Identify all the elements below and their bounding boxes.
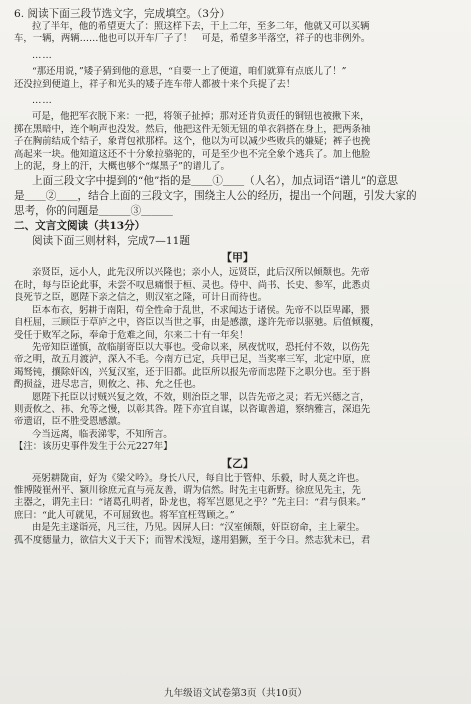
text-line: 酌损益，进尽忠言，则攸之、祎、允之任也。	[14, 379, 202, 391]
text-line: 亲贤臣，远小人，此先汉所以兴隆也；亲小人，远贤臣，此后汉所以倾颓也。先帝	[32, 267, 370, 279]
text-line: 由是先主遂诣亮，凡三往，乃见。因屏人曰：“汉室倾颓，奸臣窃命，主上蒙尘。	[32, 522, 365, 534]
page-footer: 九年级语文试卷第3页（共10页）	[163, 688, 308, 699]
text-line: 今当远离，临表涕零，不知所言。	[32, 428, 173, 440]
text-line: 愿陛下托臣以讨贼兴复之效，不效，则治臣之罪，以告先帝之灵；若无兴德之言，	[32, 391, 370, 403]
text-line: 帝之明，故五月渡泸，深入不毛。今南方已定，兵甲已足，当奖率三军，北定中原，庶	[14, 354, 371, 366]
text-line: 子在胸前结成个结子，象背包袱那样。这个，他以为可以减少些败兵的嫌疑；裤子也挽	[14, 136, 371, 148]
text-line: 良死节之臣，愿陛下亲之信之，则汉室之隆，可计日而待也。	[14, 292, 268, 304]
text-line: 主器之，谓先主曰：“诸葛孔明者，卧龙也，将军岂愿见之乎？”先主曰：“君与俱来。”	[14, 497, 366, 509]
text-line: 惟博陵崔州平、颍川徐庶元直与亮友善，谓为信然。时先主屯新野。徐庶见先主，先	[14, 484, 361, 496]
text-line: 高起来一块。他知道这还不十分象拉骆驼的，可是至少也不完全象个逃兵了。加上他脸	[14, 148, 371, 160]
text-line: 上面三段文字中提到的“他”指的是＿＿①＿＿（人名），加点词语“谱儿”的意思	[32, 175, 398, 188]
text-line: 思考，你的问题是＿＿＿③＿＿＿	[14, 205, 173, 218]
text-line: 帝遗诏，臣不胜受恩感激。	[14, 416, 127, 428]
question-6-header: 6. 阅读下面三段节选文字，完成填空。（3分）	[14, 8, 231, 20]
text-line: 在时，每与臣论此事，未尝不叹息痛恨于桓、灵也。侍中、尚书、长史、参军，此悉贞	[14, 279, 371, 291]
excerpt-2	[14, 66, 461, 91]
ellipsis: ……	[32, 49, 53, 61]
text-line: 受任于败军之际，奉命于危难之间，尔来二十有一年矣！	[14, 329, 249, 341]
text-line: 可是，他把军衣脱下来：一把，将领子扯掉；那对还肯负责任的铜钮也被揪下来，	[32, 111, 370, 123]
text-line: 亮躬耕陇亩，好为《梁父吟》。身长八尺，每自比于管仲、乐毅，时人莫之许也。	[32, 472, 365, 484]
passage-jia	[14, 267, 461, 441]
text-line: 是＿＿②＿＿，结合上面的三段文字，围绕主人公的经历，提出一个问题，引发大家的	[14, 190, 417, 203]
text-line: 车，一辆，两辆……他也可以开车厂子了！ 可是，希望多半落空，祥子的也非例外。	[14, 33, 371, 45]
fill-in-question	[14, 174, 461, 218]
text-line: 上的泥，身上的汗，大概也够个“煤黑子”的谱儿了。	[14, 161, 230, 173]
excerpt-3	[14, 111, 461, 173]
passage-yi	[14, 473, 461, 547]
text-line: 竭驽钝，攘除奸凶，兴复汉室，还于旧都。此臣所以报先帝而忠陛下之职分也。至于斟	[14, 366, 371, 378]
text-line: 庶曰：“此人可就见，不可屈致也。将军宜枉驾顾之。”	[14, 509, 235, 521]
text-line: 还没拉到便道上，祥子和光头的矮子连车带人都被十来个兵捉了去！	[14, 78, 296, 90]
text-line: 孤不度德量力，欲信大义于天下；而智术浅短，遂用猖獗，至于今日。然志犹未已，君	[14, 534, 371, 546]
excerpt-1	[14, 21, 461, 46]
text-line: 自枉屈，三顾臣于草庐之中，咨臣以当世之事，由是感激，遂许先帝以驱驰。后值倾覆，	[14, 317, 380, 329]
passage-yi-label: 【乙】	[221, 456, 254, 470]
text-line: 掷在黑暗中，连个响声也没发。然后，他把这件无领无钮的单衣斜搭在身上，把两条袖	[14, 123, 371, 135]
passage-jia-label: 【甲】	[221, 251, 254, 265]
historical-note: 【注：该历史事件发生于公元227年】	[14, 441, 173, 453]
text-line: 则责攸之、祎、允等之慢，以彰其咎。陛下亦宜自谋，以咨诹善道，察纳雅言，深追先	[14, 403, 371, 415]
text-line: 拉了半年，他的希望更大了：照这样下去，干上二年，至多二年，他就又可以买辆	[32, 21, 370, 32]
section-2-title: 二、文言文阅读（共13分）	[14, 220, 146, 233]
section-2-instruction: 阅读下面三则材料，完成7—11题	[32, 235, 190, 248]
text-line: “那还用说，”矮子猜到他的意思，“自要一上了便道，咱们就算有点底儿了！”	[32, 66, 347, 78]
text-line: 臣本布衣，躬耕于南阳，苟全性命于乱世，不求闻达于诸侯。先帝不以臣卑鄙，猥	[32, 304, 370, 316]
ellipsis: ……	[32, 95, 53, 107]
text-line: 先帝知臣谨慎，故临崩寄臣以大事也。受命以来，夙夜忧叹，恐托付不效，以伤先	[32, 341, 370, 353]
